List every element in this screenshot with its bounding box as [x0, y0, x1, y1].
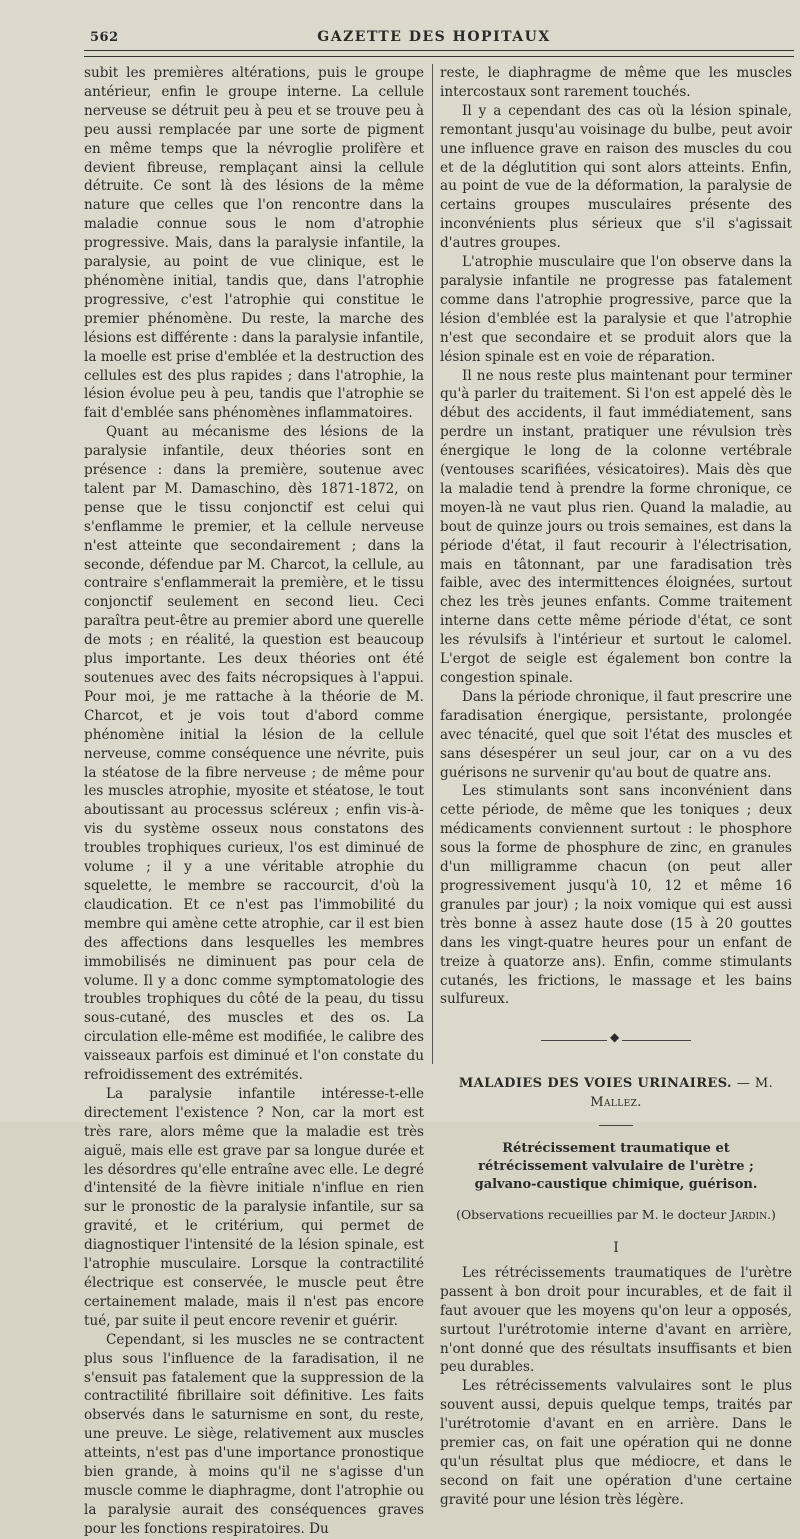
- article-title: Rétrécissement traumatique et rétrécissement valvulaire de l'urètre ; galvano-caustique chimique, guérison.: [474, 1141, 758, 1193]
- paragraph: subit les premières altérations, puis le groupe antérieur, enfin le groupe interne. La cellule nerveuse se détruit peu à peu et se trouve peu à peu aussi remplacée par une sorte de pigment en même temps que la névroglie prolifère et devient fibreuse, remplaçant ainsi la cellule détruite. Ce sont là des lésions de la même nature que celles que l'on rencontre dans la maladie connue sous le nom d'atrophie progressive. Mais, dans la paralysie infantile, la paralysie, au point de vue clinique, est le phénomène initial, tandis que, dans l'atrophie progressive, c'est l'atrophie qui constitue le premier phénomène. Du reste, la marche des lésions est différente : dans la paralysie infantile, la moelle est prise d'emblée et la destruction des cellules est des plus rapides ; dans l'atrophie, la lésion évolue peu à peu, tandis que l'atrophie se fait d'emblée sans phénomènes inflammatoires.: [84, 65, 424, 422]
- paragraph: Il ne nous reste plus maintenant pour terminer qu'à parler du traitement. Si l'on est appelé dès le début des accidents, il faut immédiatement, sans perdre un instant, pratiquer une révulsion très énergique le long de la colonne vertébrale (ventouses scarifiées, vésicatoires). Mais dès que la maladie tend à prendre la forme chronique, ce moyen-là ne vaut plus rien. Quand la maladie, au bout de quinze jours ou trois semaines, est dans la période d'état, il faut recourir à l'électrisation, mais en tâtonnant, par une faradisation très faible, avec des intermittences éloignées, surtout chez les très jeunes enfants. Comme traitement interne dans cette même période d'état, ce sont les révulsifs à l'intérieur et surtout le calomel. L'ergot de seigle est également bon contre la congestion spinale.: [440, 367, 792, 686]
- paragraph: reste, le diaphragme de même que les muscles intercostaux sont rarement touchés.: [440, 65, 792, 100]
- part-numeral: I: [613, 1240, 619, 1257]
- paragraph: Les rétrécissements valvulaires sont le plus souvent aussi, depuis quelque temps, traités par l'urétrotomie d'avant en en arrière. Dans le premier cas, on fait une opération qui ne donne qu'un résultat plus que médiocre, et dans le second on fait une opération d'une certaine gravité pour une lésion très légère.: [440, 1378, 792, 1508]
- right-column: [440, 64, 792, 1510]
- paragraph: La paralysie infantile intéresse-t-elle directement l'existence ? Non, car la mort est très rare, alors même que la maladie est très aiguë, mais elle est grave par sa longue durée et les désordres qu'elle entraîne avec elle. Le degré d'intensité de la fièvre initiale n'influe en rien sur le pronostic de la paralysie infantile, sur sa gravité, et le critérium, qui permet de diagnostiquer l'intensité de la lésion spinale, est l'atrophie musculaire. Lorsque la contractilité électrique est conservée, le muscle peut être certainement malade, mais il n'est pas encore tué, par suite il peut encore revenir et guérir.: [84, 1085, 424, 1329]
- header-double-rule: [84, 50, 794, 57]
- paragraph: Dans la période chronique, il faut prescrire une faradisation énergique, persistante, prolongée avec ténacité, quel que soit l'état des muscles et sans désespérer un seul jour, car on a vu des guérisons ne survenir qu'au bout de quatre ans.: [440, 688, 792, 781]
- attribution-prefix: (Observations recueillies par M. le docteur: [456, 1207, 731, 1223]
- paragraph: L'atrophie musculaire que l'on observe dans la paralysie infantile ne progresse pas fatalement comme dans l'atrophie progressive, parce que la lésion d'emblée est la paralysie et que l'atrophie n'est que secondaire et se produit alors que la lésion spinale est en voie de réparation.: [440, 254, 792, 365]
- attribution-suffix: .): [767, 1207, 776, 1223]
- paragraph: Quant au mécanisme des lésions de la paralysie infantile, deux théories sont en présence : dans la première, soutenue avec talent par M. Damaschino, dès 1871-1872, on pense que le tissu conjonctif est celui qui s'enflamme le premier, et la cellule nerveuse n'est atteinte que secondairement ; dans la seconde, défendue par M. Charcot, la cellule, au contraire s'enflammerait la première, et le tissu conjonctif seulement en second lieu. Ceci paraîtra peut-être au premier abord une querelle de mots ; en réalité, la question est beaucoup plus importante. Les deux théories ont été soutenues avec des faits nécropsiques à l'appui. Pour moi, je me rattache à la théorie de M. Charcot, et je vois tout d'abord comme phénomène initial la lésion de la cellule nerveuse, comme conséquence une névrite, puis la stéatose de la fibre nerveuse ; de même pour les muscles atrophie, myosite et stéatose, le tout aboutissant au processus scléreux ; enfin vis-à-vis du système osseux nous constatons des troubles trophiques curieux, l'os est diminué de volume ; il y a une véritable atrophie du squelette, le membre se raccourcit, d'où la claudication. Et ce n'est pas l'immobilité du membre qui amène cette atrophie, car il est bien des affections dans lesquelles les membres immobilisés ne diminuent pas pour cela de volume. Il y a donc comme symptomatologie des troubles trophiques du côté de la peau, du tissu sous-cutané, des muscles et des os. La circulation elle-même est modifiée, le calibre des vaisseaux parfois est diminué et l'on constate du refroidissement des extrémités.: [84, 424, 424, 1084]
- paragraph: Il y a cependant des cas où la lésion spinale, remontant jusqu'au voisinage du bulbe, peut avoir une influence grave en raison des muscles du cou et de la déglutition qui sont alors atteints. Enfin, au point de vue de la déformation, la paralysie de certains groupes musculaires présente des inconvénients plus sérieux que s'il s'agissait d'autres groupes.: [440, 102, 792, 252]
- paragraph: Cependant, si les muscles ne se contractent plus sous l'influence de la faradisation, il ne s'ensuit pas fatalement que la suppression de la contractilité fibrillaire soit définitive. Les faits observés dans le saturnisme en sont, du reste, une preuve. Le siège, relativement aux muscles atteints, n'est pas d'une importance pronostique bien grande, à moins qu'il ne s'agisse d'un muscle comme le diaphragme, dont l'atrophie ou la paralysie aurait des conséquences graves pour les fonctions respiratoires. Du: [84, 1331, 424, 1537]
- section-ornament: [541, 1030, 691, 1045]
- column-divider: [432, 64, 433, 1064]
- page-header: [84, 28, 784, 48]
- paragraph: Les stimulants sont sans inconvénient dans cette période, de même que les toniques ; deux médicaments conviennent surtout : le phosphore sous la forme de phosphure de zinc, en granules d'un milligramme chacun (on peut aller progressivement jusqu'à 10, 12 et même 16 granules par jour) ; la noix vomique qui est aussi très bonne à assez haute dose (15 à 20 gouttes dans les vingt-quatre heures pour un enfant de treize à quatorze ans). Enfin, comme stimulants cutanés, les frictions, le massage et les bains sulfureux.: [440, 783, 792, 1008]
- left-column: [84, 64, 424, 1539]
- journal-title: GAZETTE DES HOPITAUX: [317, 29, 551, 45]
- section-title: MALADIES DES VOIES URINAIRES.: [458, 1076, 732, 1092]
- section-short-rule: [599, 1125, 633, 1126]
- page-number: 562: [90, 30, 119, 45]
- section-author: — M. Mallez.: [590, 1076, 774, 1111]
- attribution-doctor: Jardin: [730, 1207, 768, 1223]
- article-attribution: [440, 1206, 792, 1225]
- section-heading: [440, 1075, 792, 1113]
- paragraph: Les rétrécissements traumatiques de l'urètre passent à bon droit pour incurables, et de fait il faut avouer que les moyens qu'on leur a opposés, surtout l'urétrotomie interne d'avant en arrière, n'ont donné que des résultats insuffisants et bien peu durables.: [440, 1264, 792, 1376]
- ornament-diamond-icon: ◆: [607, 1031, 622, 1043]
